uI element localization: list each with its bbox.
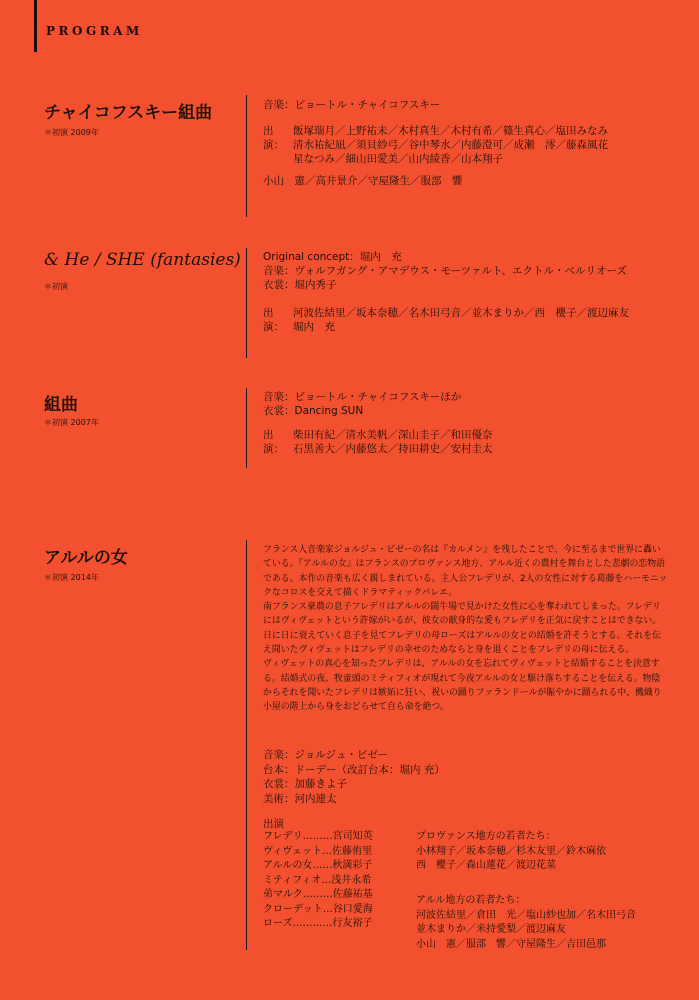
ensemble-line: 西 櫻子／森山蓮花／渡辺花菜	[416, 860, 556, 871]
credit-line: 衣裳：Dancing SUN	[263, 405, 364, 417]
credit-line: 美術：河内連太	[263, 792, 337, 805]
credits	[263, 250, 627, 292]
ensemble-label: プロヴァンス地方の若者たち：	[416, 831, 556, 842]
premiere-note: ＊初演 2007年	[44, 418, 99, 427]
ensemble-label: アルル地方の若者たち：	[416, 895, 526, 906]
cast-line: 星なつみ／細山田愛美／山内綾香／山本翔子	[293, 153, 503, 165]
header-rule	[34, 0, 37, 52]
ensemble-line: 河波佐結里／倉田 光／塩山紗也加／名木田弓音	[416, 909, 636, 921]
section-divider	[246, 248, 247, 358]
ensemble-line: 並木まりか／米持愛梨／渡辺麻友	[416, 924, 566, 935]
ensemble-group	[416, 894, 636, 952]
role-line: アルルの女……秋満彩子	[263, 860, 373, 871]
section-title: & He / SHE (fantasies)	[44, 250, 241, 270]
cast-line: 石黒善大／内藤悠太／持田耕史／安村圭太	[293, 443, 493, 455]
synopsis-paragraph: 南フランス豪農の息子フレデリはアルルの闘牛場で見かけた女性に心を奪われてしまった。フレデリにはヴィヴェットという許嫁がいるが、彼女の献身的な愛もフレデリを正気に戻すことはできない。日に日に衰えていく息子を見てフレデリの母ローズはアルルの女との結婚を許そうとする。それを伝え聞いたヴィヴェットはフレデリの幸せのためならと身を退くことをフレデリの母に伝える。	[263, 602, 662, 656]
cast-line: 飯塚瑞月／上野祐未／木村真生／木村有希／篠生真心／塩田みなみ	[293, 125, 608, 137]
section-title: アルルの女	[44, 548, 128, 568]
credit-line: 衣裳：堀内秀子	[263, 279, 337, 291]
credits	[263, 748, 445, 806]
credits	[263, 390, 461, 418]
cast-line: 清水祐紀凪／須貝紗弓／谷中琴水／内藤澄可／成瀬 澪／藤森風花	[293, 139, 608, 151]
credit-line: 台本：ドーデー（改訂台本：堀内 充）	[263, 763, 445, 776]
credit-line: Original concept：堀内 充	[263, 251, 402, 263]
synopsis-paragraph: ヴィヴェットの真心を知ったフレデリは、アルルの女を忘れてヴィヴェットと結婚することを決意する。結婚式の夜、牧童頭のミティフィオが現れて今夜アルルの女と駆け落ちすることを伝える。物陰からそれを聞いたフレデリは嫉妬に狂い、祝いの踊りファランドールが賑やかに踊られる中、機織り小屋の階上から身をおどらせて自ら命を絶つ。	[263, 659, 662, 713]
role-list	[263, 830, 373, 932]
premiere-note: ＊初演 2009年	[44, 128, 99, 137]
section-divider	[246, 540, 247, 950]
cast-label: 出演：	[263, 125, 284, 151]
premiere-note: ＊初演	[44, 282, 68, 291]
section-title: 組曲	[44, 395, 78, 415]
ensemble-line: 小山 憲／服部 響／守屋隆生／吉田邑那	[416, 938, 606, 950]
section-divider	[246, 388, 247, 468]
cast-label: 出演：	[263, 429, 284, 455]
role-line: フレデリ………宮司知英	[263, 831, 373, 842]
credit-line: 音楽：ピョートル・チャイコフスキー	[263, 99, 441, 111]
ensemble-line: 小林翔子／坂本奈穂／杉木友里／鈴木麻依	[416, 845, 606, 857]
cast-label: 出演：	[263, 307, 284, 333]
cast-line	[293, 166, 608, 174]
credit-line: 衣裳：加藤きよ子	[263, 778, 347, 790]
credit-line: 音楽：ジョルジュ・ビゼー	[263, 749, 388, 761]
role-line: 弟マルク………佐藤祐基	[263, 889, 373, 900]
premiere-note: ＊初演 2014年	[44, 573, 99, 582]
ensemble-group	[416, 830, 606, 874]
credits	[263, 98, 440, 112]
credit-line: 音楽：ヴォルフガング・アマデウス・モーツァルト、エクトル・ベルリオーズ	[263, 265, 627, 277]
role-line: クローデット…谷口愛海	[263, 903, 373, 915]
role-line: ヴィヴェット…佐藤侑里	[263, 845, 372, 857]
role-line: ローズ…………行友裕子	[263, 918, 373, 929]
synopsis	[263, 543, 668, 715]
synopsis-paragraph: フランス人音楽家ジョルジュ・ビゼーの名は『カルメン』を残したことで、今に至るまで世界に轟いている。『アルルの女』はフランスのプロヴァンス地方、アルル近くの農村を舞台とした悲劇の恋物語である。本作の音楽も広く親しまれている。主人公フレデリが、2人の女性に対する葛藤をハーモニックなコロスを交えて描くドラマティックバレエ。	[263, 545, 668, 598]
credit-line: 音楽：ピョートル・チャイコフスキーほか	[263, 391, 462, 403]
cast-label: 出演	[263, 818, 284, 830]
section-divider	[246, 95, 247, 217]
cast-line: 河波佐結里／坂本奈穂／名木田弓音／並木まりか／西 櫻子／渡辺麻友	[293, 307, 629, 319]
cast-line: 堀内 充	[293, 321, 335, 333]
role-line: ミティフィオ…浅井永希	[263, 874, 372, 886]
page-title: PROGRAM	[46, 24, 143, 38]
section-title: チャイコフスキー組曲	[44, 103, 213, 123]
cast-line: 柴田有紀／清水美帆／深山圭子／和田優奈	[293, 429, 493, 441]
cast-line: 小山 憲／高井景介／守屋隆生／服部 響	[263, 175, 463, 187]
